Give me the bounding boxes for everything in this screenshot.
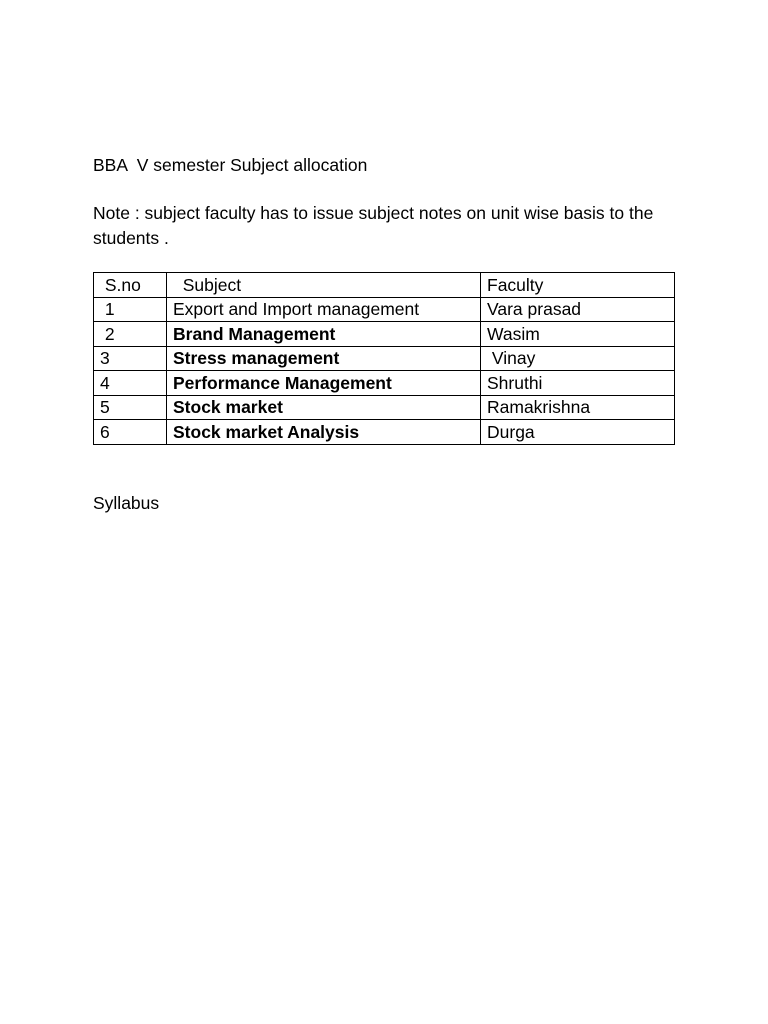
table-row — [94, 297, 675, 322]
cell-subject: Export and Import management — [167, 297, 481, 322]
table-row — [94, 346, 675, 371]
table-row — [94, 420, 675, 445]
cell-faculty: Vinay — [481, 346, 675, 371]
table-row — [94, 371, 675, 396]
cell-subject: Stock market Analysis — [167, 420, 481, 445]
cell-sno: 3 — [94, 346, 167, 371]
cell-subject: Stock market — [167, 395, 481, 420]
cell-subject: Performance Management — [167, 371, 481, 396]
header-faculty: Faculty — [481, 273, 675, 298]
cell-faculty: Vara prasad — [481, 297, 675, 322]
header-sno: S.no — [94, 273, 167, 298]
cell-faculty: Durga — [481, 420, 675, 445]
table-header-row — [94, 273, 675, 298]
table-row — [94, 395, 675, 420]
cell-faculty: Wasim — [481, 322, 675, 347]
syllabus-heading: Syllabus — [93, 493, 160, 513]
cell-subject: Stress management — [167, 346, 481, 371]
note-text: Note : subject faculty has to issue subject notes on unit wise basis to the students . — [93, 203, 659, 248]
header-subject: Subject — [167, 273, 481, 298]
cell-sno: 2 — [94, 322, 167, 347]
cell-faculty: Ramakrishna — [481, 395, 675, 420]
cell-sno: 6 — [94, 420, 167, 445]
table-row — [94, 322, 675, 347]
cell-sno: 5 — [94, 395, 167, 420]
document-title: BBA V semester Subject allocation — [93, 155, 368, 175]
cell-sno: 1 — [94, 297, 167, 322]
cell-sno: 4 — [94, 371, 167, 396]
subject-allocation-table — [93, 272, 675, 445]
cell-subject: Brand Management — [167, 322, 481, 347]
cell-faculty: Shruthi — [481, 371, 675, 396]
